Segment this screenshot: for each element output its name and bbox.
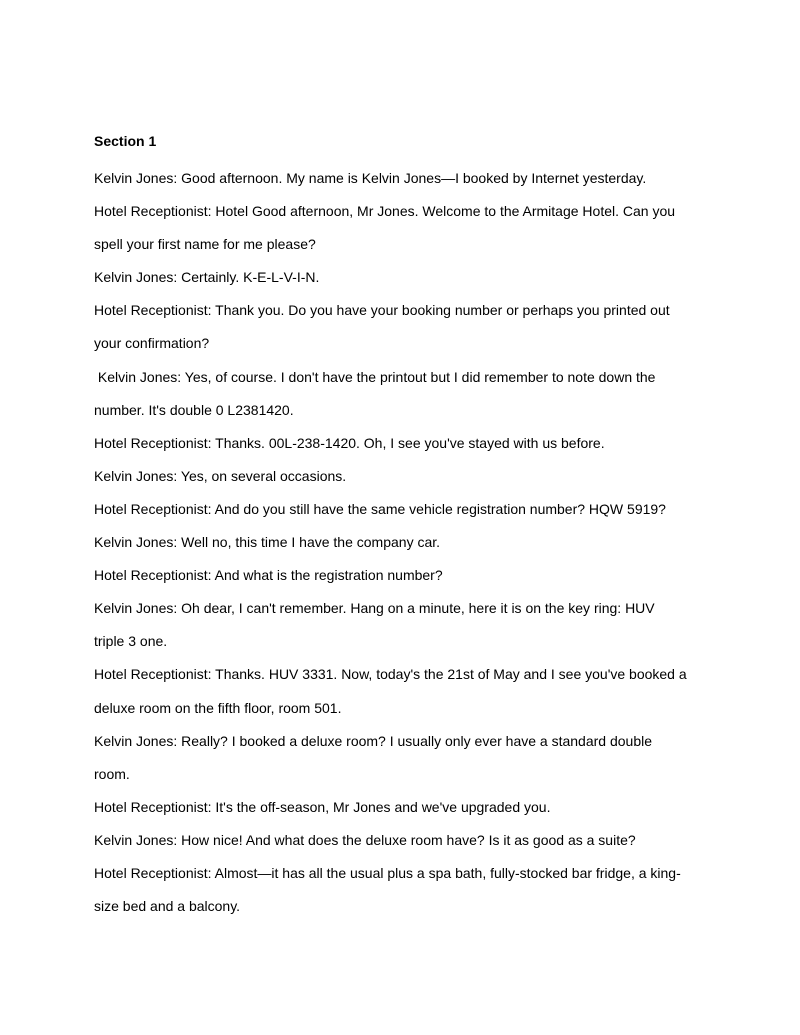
transcript-line: Hotel Receptionist: Thank you. Do you have your booking number or perhaps you printed out bbox=[94, 302, 670, 319]
transcript-line: triple 3 one. bbox=[94, 633, 168, 650]
transcript-line: Hotel Receptionist: Hotel Good afternoon, Mr Jones. Welcome to the Armitage Hotel. Can you bbox=[94, 203, 676, 220]
transcript-body bbox=[94, 168, 734, 929]
transcript-line: Kelvin Jones: Yes, on several occasions. bbox=[94, 467, 347, 484]
transcript-line: deluxe room on the fifth floor, room 501. bbox=[94, 699, 342, 716]
transcript-line: Hotel Receptionist: It's the off-season, Mr Jones and we've upgraded you. bbox=[94, 798, 551, 815]
transcript-line: Hotel Receptionist: Almost—it has all the usual plus a spa bath, fully-stocked bar fridge, a king- bbox=[94, 864, 681, 881]
transcript-line: Kelvin Jones: Yes, of course. I don't have the printout but I did remember to note down the bbox=[94, 368, 656, 385]
transcript-line: Hotel Receptionist: And do you still have the same vehicle registration number? HQW 5919? bbox=[94, 500, 666, 517]
transcript-line: Kelvin Jones: How nice! And what does the deluxe room have? Is it as good as a suite? bbox=[94, 831, 636, 848]
transcript-line: Kelvin Jones: Oh dear, I can't remember. Hang on a minute, here it is on the key ring: HUV bbox=[94, 600, 655, 617]
transcript-line: Kelvin Jones: Good afternoon. My name is Kelvin Jones—I booked by Internet yesterday. bbox=[94, 170, 647, 186]
transcript-line: Kelvin Jones: Certainly. K-E-L-V-I-N. bbox=[94, 269, 320, 286]
transcript-line: Hotel Receptionist: Thanks. HUV 3331. Now, today's the 21st of May and I see you've booked a bbox=[94, 666, 687, 683]
transcript-line: size bed and a balcony. bbox=[94, 898, 241, 915]
transcript-line: Kelvin Jones: Well no, this time I have the company car. bbox=[94, 534, 441, 551]
transcript-line: Hotel Receptionist: And what is the registration number? bbox=[94, 567, 443, 584]
transcript-line: number. It's double 0 L2381420. bbox=[94, 401, 294, 418]
transcript-line: your confirmation? bbox=[94, 335, 210, 352]
transcript-line: spell your first name for me please? bbox=[94, 236, 316, 253]
section-heading: Section 1 bbox=[94, 133, 157, 149]
transcript-line: room. bbox=[94, 765, 130, 782]
transcript-line: Hotel Receptionist: Thanks. 00L-238-1420. Oh, I see you've stayed with us before. bbox=[94, 434, 605, 451]
transcript-line: Kelvin Jones: Really? I booked a deluxe room? I usually only ever have a standard double bbox=[94, 732, 653, 749]
